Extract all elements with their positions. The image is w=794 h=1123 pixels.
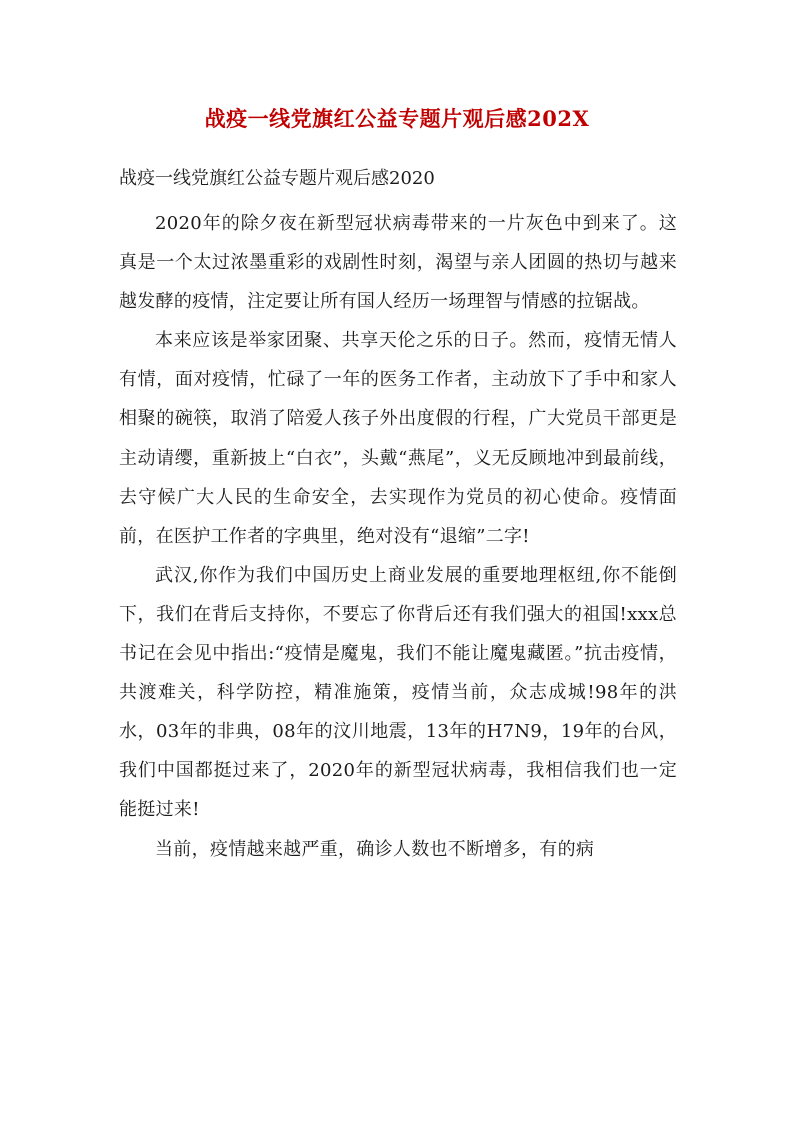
paragraph-1: 2020年的除夕夜在新型冠状病毒带来的一片灰色中到来了。这真是一个太过浓墨重彩的戏剧性时刻，渴望与亲人团圆的热切与越来越发酵的疫情，注定要让所有国人经历一场理智与情感的拉锯战。 (119, 213, 677, 313)
paragraph-2: 本来应该是举家团聚、共享天伦之乐的日子。然而，疫情无情人有情，面对疫情，忙碌了一年的医务工作者，主动放下了手中和家人相聚的碗筷，取消了陪爱人孩子外出度假的行程，广大党员干部更是主动请缨，重新披上“白衣”，头戴“燕尾”，义无反顾地冲到最前线，去守候广大人民的生命安全，去实现作为党员的初心使命。疫情面前，在医护工作者的字典里，绝对没有“退缩”二字! (119, 330, 677, 547)
paragraph-3: 武汉,你作为我们中国历史上商业发展的重要地理枢纽,你不能倒下，我们在背后支持你，不要忘了你背后还有我们强大的祖国!xxx总书记在会见中指出:“疫情是魔鬼，我们不能让魔鬼藏匿。”抗击疫情，共渡难关，科学防控，精准施策，疫情当前，众志成城!98年的洪水，03年的非典，08年的汶川地震，13年的H7N9，19年的台风，我们中国都挺过来了，2020年的新型冠状病毒，我相信我们也一定能挺过来! (119, 564, 677, 821)
document-title: 战疫一线党旗红公益专题片观后感202X (204, 106, 590, 131)
paragraph-4: 当前，疫情越来越严重，确诊人数也不断增多，有的病 (155, 838, 595, 860)
document-subtitle: 战疫一线党旗红公益专题片观后感2020 (119, 168, 435, 189)
document-body (119, 204, 677, 869)
